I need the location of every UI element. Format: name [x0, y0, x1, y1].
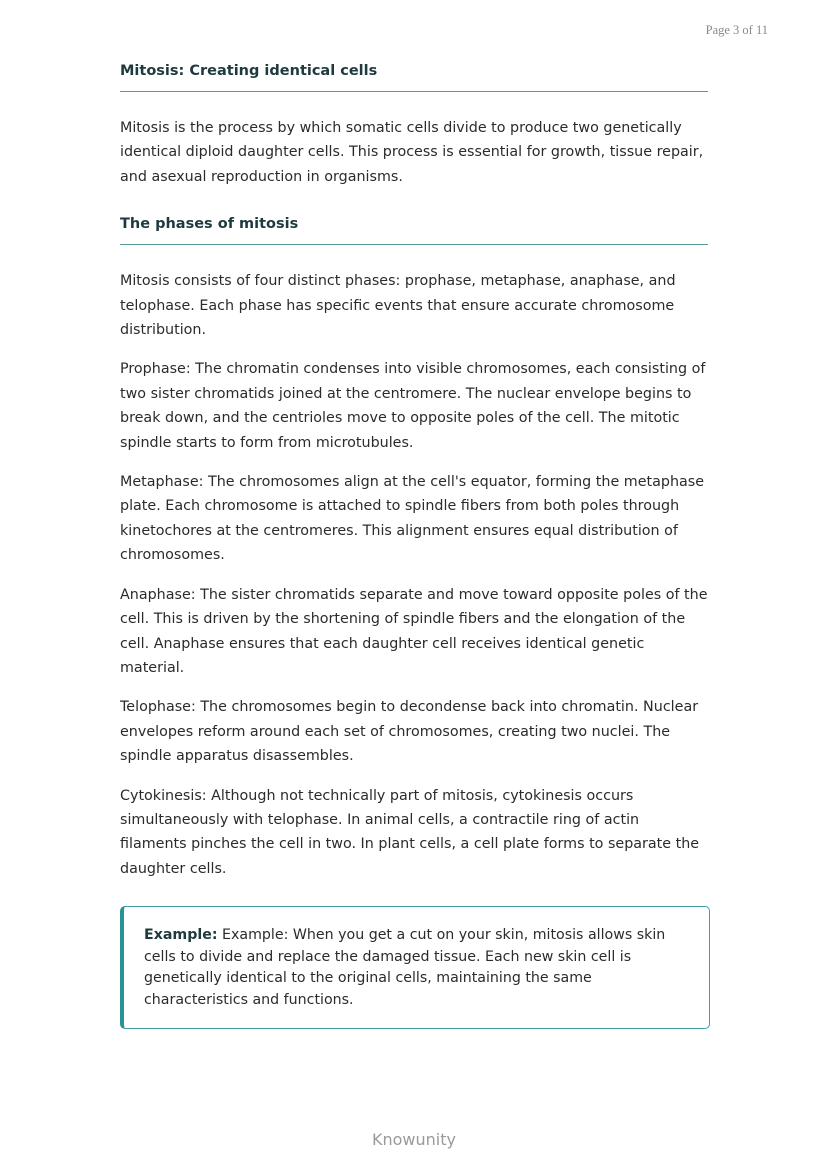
example-body: [144, 925, 685, 1011]
document-body: [120, 60, 708, 1029]
footer-brand: Knowunity: [372, 1130, 456, 1149]
example-callout: [120, 906, 710, 1028]
telophase-paragraph: Telophase: The chromosomes begin to decondense back into chromatin. Nuclear envelopes reform around each set of chromosomes, creating two nuclei. The spindle apparatus disassembles.: [120, 699, 699, 765]
anaphase-paragraph: Anaphase: The sister chromatids separate and move toward opposite poles of the cell. This is driven by the shortening of spindle fibers and the elongation of the cell. Anaphase ensures that each daughter cell receives identical genetic material.: [120, 586, 708, 676]
metaphase-paragraph: Metaphase: The chromosomes align at the cell's equator, forming the metaphase plate. Each chromosome is attached to spindle fibers from both poles through kinetochores at the centromeres. This alignment ensures equal distribution of chromosomes.: [120, 474, 705, 564]
section-heading-mitosis: Mitosis: Creating identical cells: [120, 60, 708, 92]
page-number: Page 3 of 11: [705, 23, 768, 37]
example-label: Example:: [144, 927, 218, 944]
intro-paragraph: Mitosis is the process by which somatic cells divide to produce two genetically identical diploid daughter cells. This process is essential for growth, tissue repair, and asexual reproduction in organisms.: [120, 120, 704, 185]
cytokinesis-paragraph: Cytokinesis: Although not technically part of mitosis, cytokinesis occurs simultaneously with telophase. In animal cells, a contractile ring of actin filaments pinches the cell in two. In plant cells, a cell plate forms to separate the daughter cells.: [120, 787, 700, 877]
section-heading-phases: The phases of mitosis: [120, 213, 708, 245]
phases-overview-paragraph: Mitosis consists of four distinct phases: prophase, metaphase, anaphase, and telophase. Each phase has specific events that ensure accurate chromosome distribution.: [120, 273, 676, 339]
prophase-paragraph: Prophase: The chromatin condenses into visible chromosomes, each consisting of two sister chromatids joined at the centromere. The nuclear envelope begins to break down, and the centrioles move to opposite poles of the cell. The mitotic spindle starts to form from microtubules.: [120, 361, 706, 451]
example-text: Example: When you get a cut on your skin, mitosis allows skin cells to divide and replace the damaged tissue. Each new skin cell is genetically identical to the original cells, maintaining the same characteristics and functions.: [144, 927, 666, 1008]
